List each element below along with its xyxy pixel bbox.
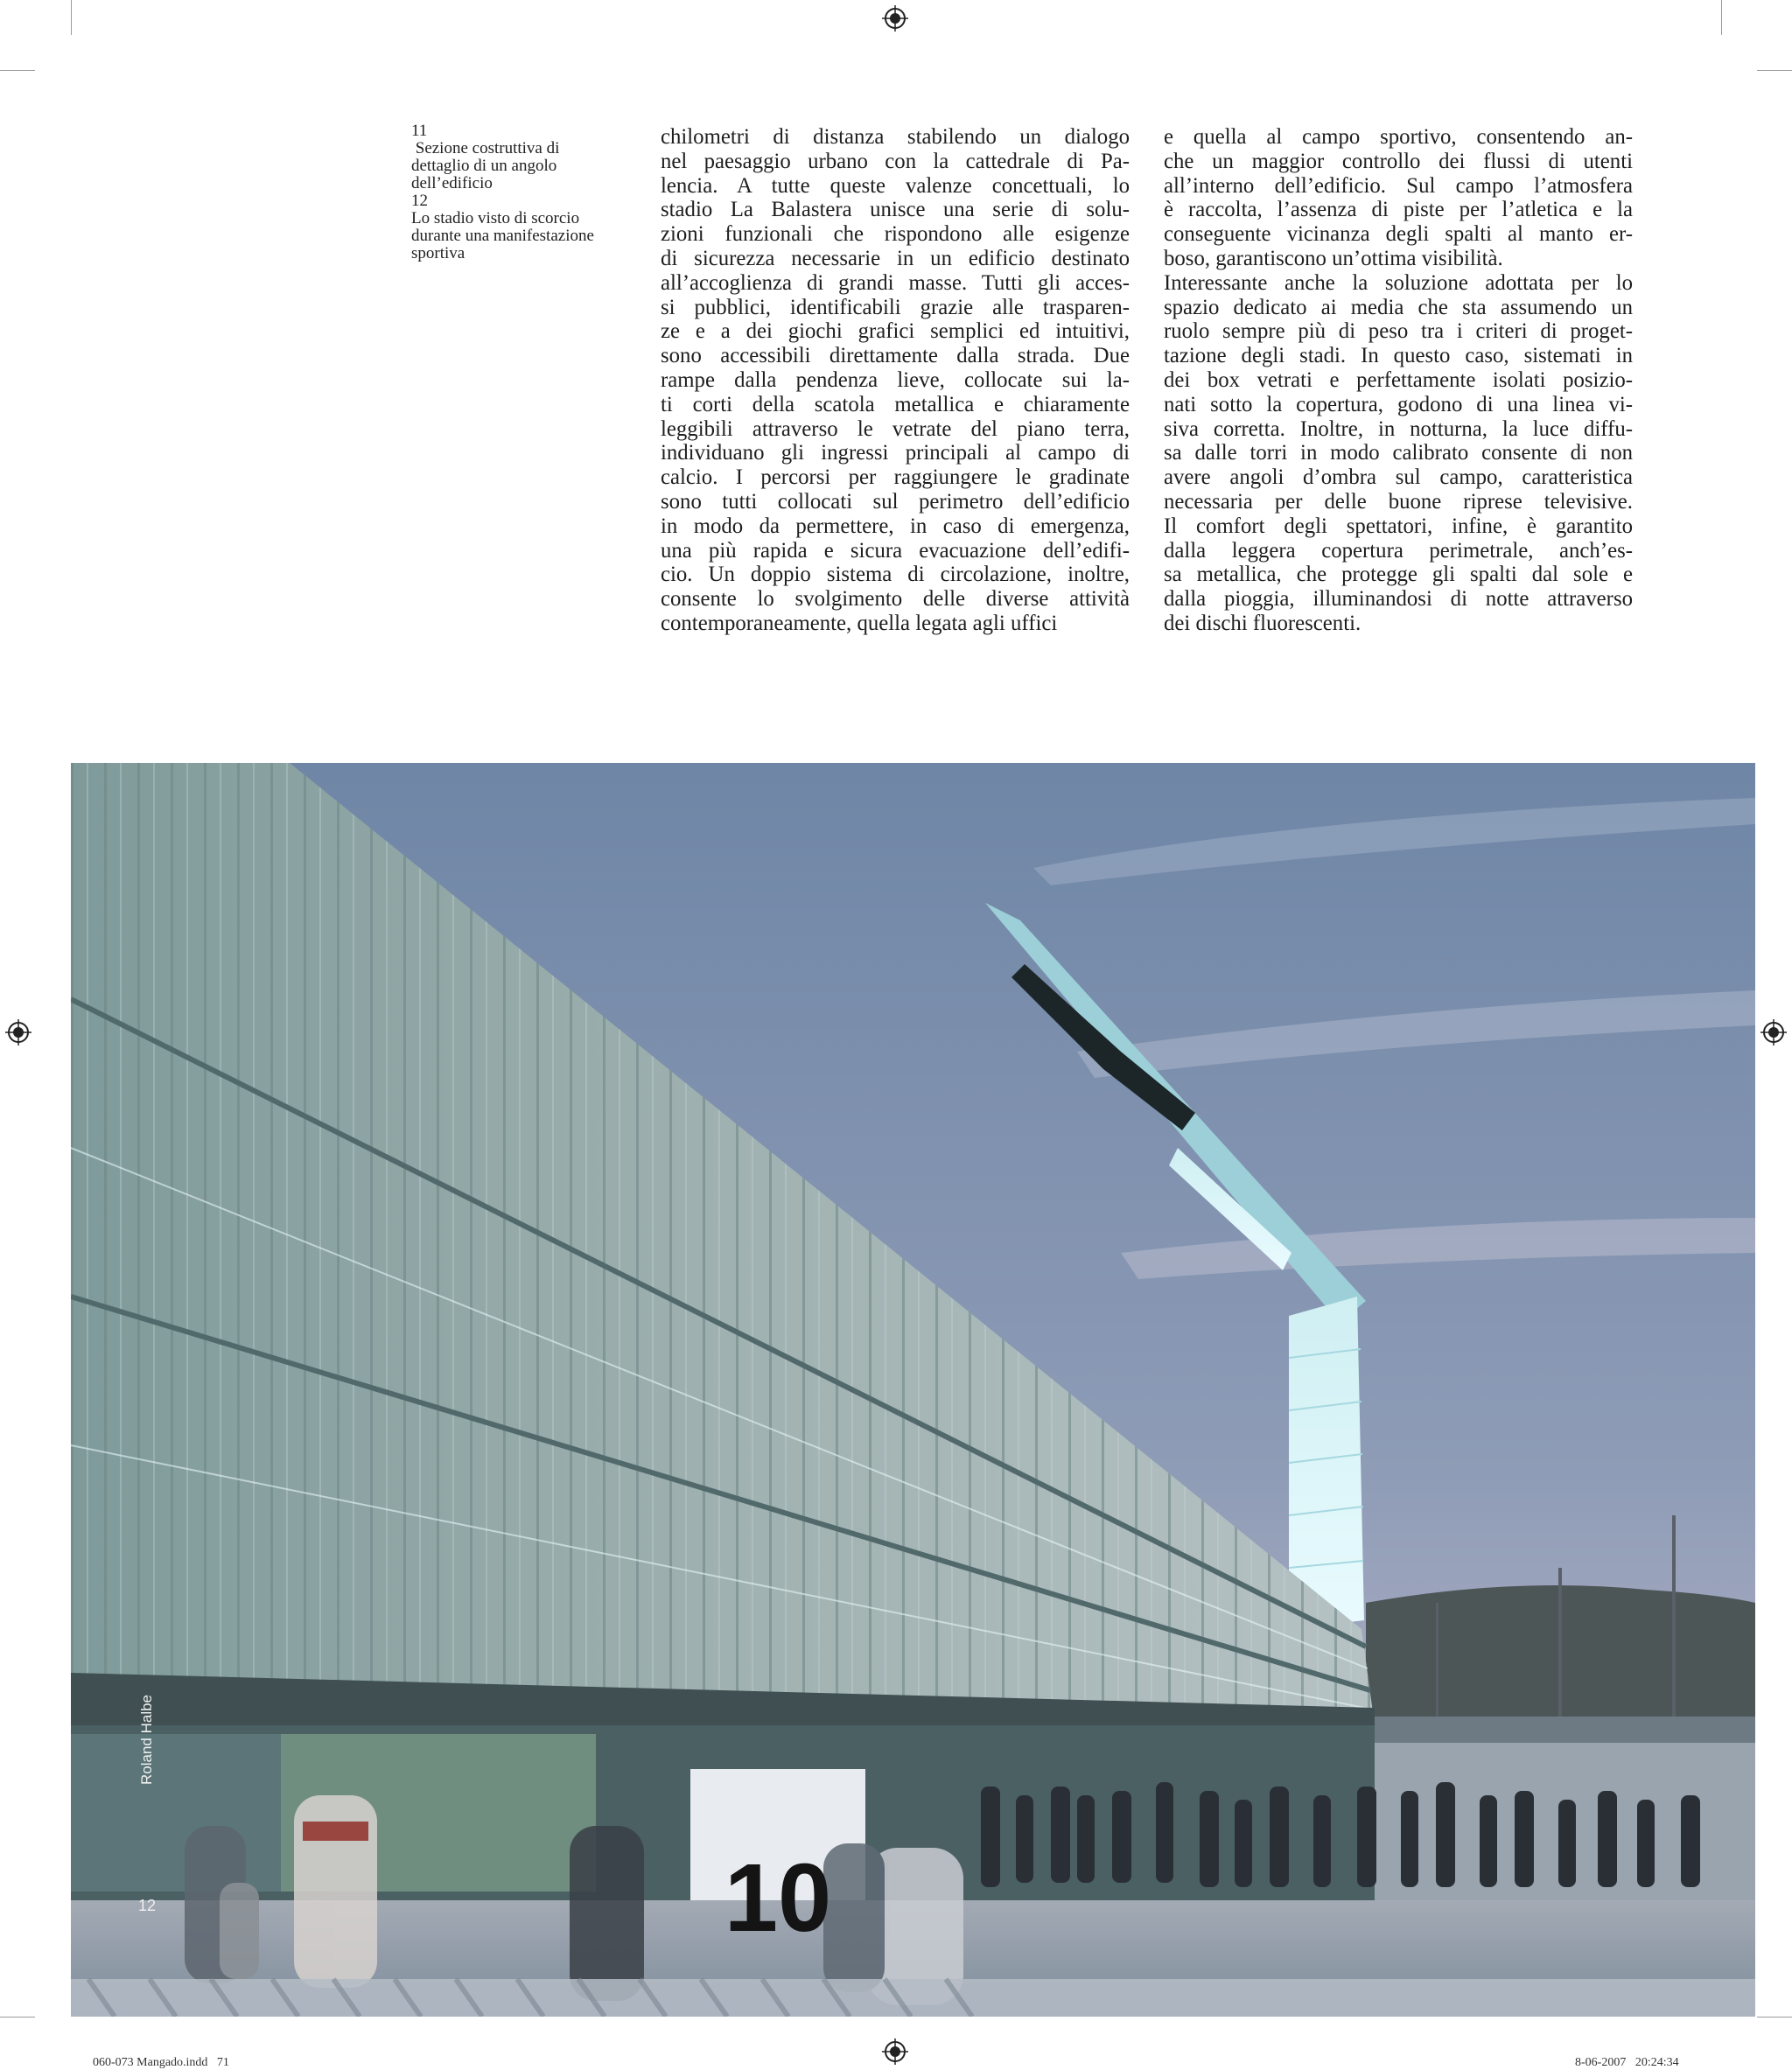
crop-mark-top-right-v bbox=[1721, 0, 1722, 35]
text-line: all’accoglienza di grandi masse. Tutti gli acces- bbox=[661, 270, 1130, 295]
text-line: Interessante anche la soluzione adottata per lo bbox=[1164, 270, 1633, 295]
text-line: sa metallica, che protegge gli spalti dal sole e bbox=[1164, 563, 1633, 587]
text-line: sono tutti collocati sul perimetro dell’edificio bbox=[661, 489, 1130, 514]
text-line: siva corretta. Inoltre, in notturna, la luce diffu- bbox=[1164, 416, 1633, 441]
text-line: sa dalle torri in modo calibrato consente di non bbox=[1164, 441, 1633, 465]
text-line: avere angoli d’ombra sul campo, caratteristica bbox=[1164, 465, 1633, 490]
text-line: calcio. I percorsi per raggiungere le gradinate bbox=[661, 465, 1130, 490]
text-line: leggibili attraverso le vetrate del piano terra, bbox=[661, 416, 1130, 441]
text-line: lencia. A tutte queste valenze concettuali, lo bbox=[661, 173, 1130, 198]
slug-file-info: 060-073 Mangado.indd 71 bbox=[93, 2056, 229, 2069]
caption-line: dettaglio di un angolo bbox=[411, 157, 557, 175]
text-line: dei dischi fluorescenti. bbox=[1164, 611, 1362, 635]
text-column-left bbox=[661, 125, 1130, 636]
registration-mark-icon bbox=[882, 2039, 908, 2065]
slug-timestamp: 8-06-2007 20:24:34 bbox=[1575, 2056, 1679, 2069]
figure-number: 12 bbox=[138, 1897, 157, 1914]
text-line: chilometri di distanza stabilendo un dialogo bbox=[661, 125, 1130, 149]
text-line: ti corti della scatola metallica e chiaramente bbox=[661, 392, 1130, 416]
text-line: di sicurezza necessarie in un edificio destinato bbox=[661, 246, 1130, 270]
text-line: dalla pioggia, illuminandosi di notte attraverso bbox=[1164, 587, 1633, 612]
crop-mark-top-left-h bbox=[0, 70, 35, 71]
text-line: si pubblici, identificabili grazie alle trasparen- bbox=[661, 295, 1130, 319]
entrance-number: 10 bbox=[724, 1844, 832, 1952]
caption-line: 11 bbox=[411, 122, 428, 140]
text-line: rampe dalla pendenza lieve, collocate sui la- bbox=[661, 367, 1130, 392]
crop-mark-top-left-v bbox=[71, 0, 72, 35]
caption-line: Sezione costruttiva di bbox=[411, 139, 560, 157]
caption-line: sportiva bbox=[411, 244, 466, 262]
text-line: una più rapida e sicura evacuazione dell’edifi- bbox=[661, 538, 1130, 563]
text-line: che un maggior controllo dei flussi di utenti bbox=[1164, 149, 1633, 173]
registration-mark-icon bbox=[882, 5, 908, 31]
figure-caption bbox=[411, 122, 630, 262]
crop-mark-bottom-left-h bbox=[0, 2017, 35, 2018]
text-line: ze e a dei giochi grafici semplici ed intuitivi, bbox=[661, 319, 1130, 344]
photo-credit: Roland Halbe bbox=[138, 1694, 155, 1785]
text-column-right bbox=[1164, 125, 1633, 636]
text-line: dalla leggera copertura perimetrale, anch’es- bbox=[1164, 538, 1633, 563]
crop-mark-bottom-right-h bbox=[1757, 2017, 1792, 2018]
text-line: Il comfort degli spettatori, infine, è garantito bbox=[1164, 514, 1633, 538]
caption-line: dell’edificio bbox=[411, 174, 493, 192]
text-line: e quella al campo sportivo, consentendo an- bbox=[1164, 125, 1633, 149]
caption-line: Lo stadio visto di scorcio bbox=[411, 209, 580, 227]
crop-mark-top-right-h bbox=[1757, 70, 1792, 71]
text-line: cio. Un doppio sistema di circolazione, inoltre, bbox=[661, 563, 1130, 587]
text-line: tazione degli stadi. In questo caso, sistemati in bbox=[1164, 344, 1633, 368]
text-line: ruolo sempre più di peso tra i criteri di proget- bbox=[1164, 319, 1633, 344]
text-line: nel paesaggio urbano con la cattedrale di Pa- bbox=[661, 149, 1130, 173]
text-line: boso, garantiscono un’ottima visibilità. bbox=[1164, 246, 1503, 270]
text-line: spazio dedicato ai media che sta assumendo un bbox=[1164, 295, 1633, 319]
registration-mark-icon bbox=[5, 1019, 32, 1045]
stadium-photo bbox=[71, 763, 1755, 2017]
caption-line: 12 bbox=[411, 192, 428, 210]
text-line: dei box vetrati e perfettamente isolati posizio- bbox=[1164, 367, 1633, 392]
text-line: individuano gli ingressi principali al campo di bbox=[661, 441, 1130, 465]
text-line: consente lo svolgimento delle diverse attività bbox=[661, 587, 1130, 612]
text-line: zioni funzionali che rispondono alle esigenze bbox=[661, 222, 1130, 247]
text-line: necessaria per delle buone riprese televisive. bbox=[1164, 489, 1633, 514]
caption-line: durante una manifestazione bbox=[411, 227, 594, 245]
text-line: stadio La Balastera unisce una serie di solu- bbox=[661, 198, 1130, 222]
text-line: nati sotto la copertura, godono di una linea vi- bbox=[1164, 392, 1633, 416]
text-line: in modo da permettere, in caso di emergenza, bbox=[661, 514, 1130, 538]
text-line: conseguente vicinanza degli spalti al manto er- bbox=[1164, 222, 1633, 247]
text-line: sono accessibili direttamente dalla strada. Due bbox=[661, 344, 1130, 368]
text-line: è raccolta, l’assenza di piste per l’atletica e la bbox=[1164, 198, 1633, 222]
text-line: all’interno dell’edificio. Sul campo l’atmosfera bbox=[1164, 173, 1633, 198]
registration-mark-icon bbox=[1760, 1019, 1787, 1045]
text-line: contemporaneamente, quella legata agli uffici bbox=[661, 611, 1058, 635]
